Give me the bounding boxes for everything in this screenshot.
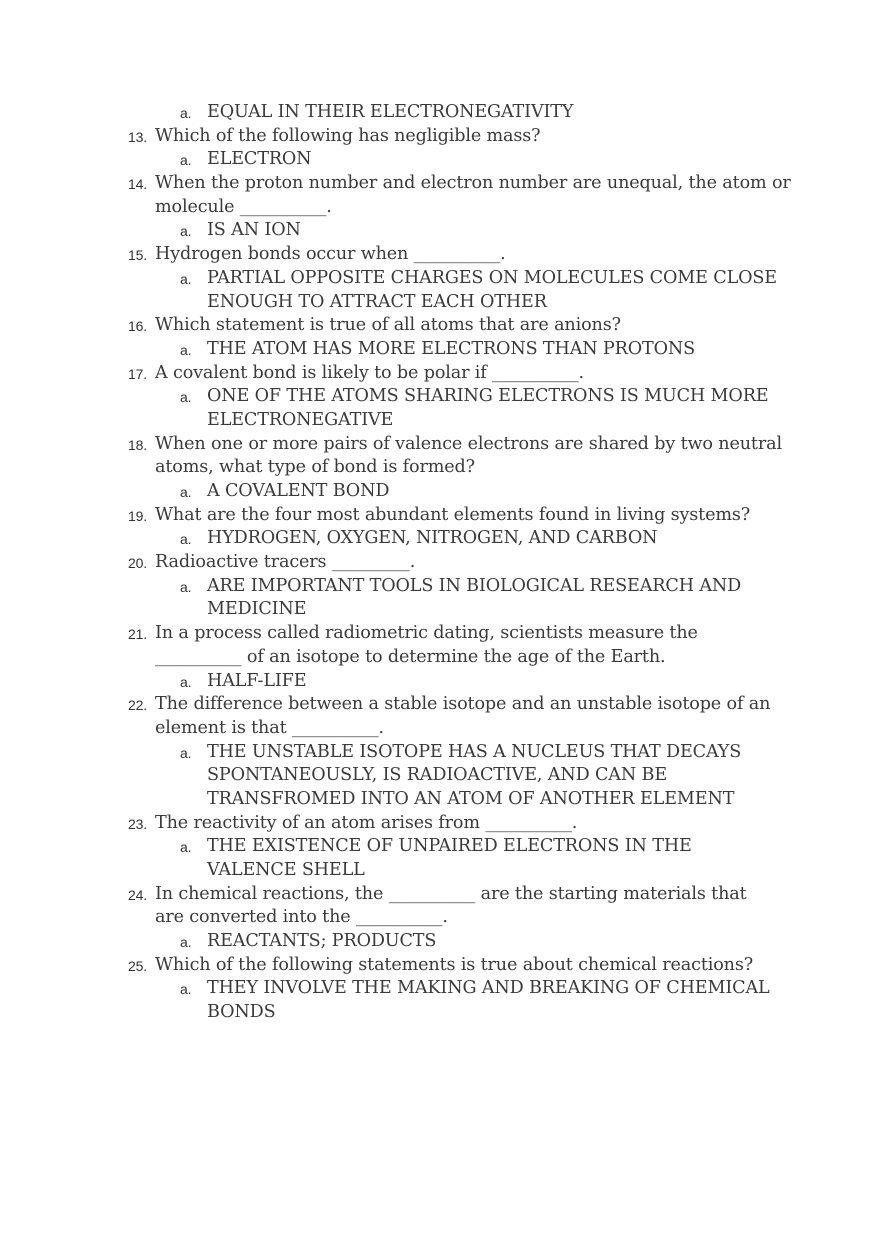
answer-text: EQUAL IN THEIR ELECTRONEGATIVITY xyxy=(207,102,574,122)
answer-line xyxy=(0,598,880,622)
answer-line xyxy=(0,480,880,504)
question-text: molecule __________. xyxy=(155,196,332,217)
answer-letter: a. xyxy=(180,105,192,121)
answer-text: THE UNSTABLE ISOTOPE HAS A NUCLEUS THAT DECAYS xyxy=(207,741,742,762)
answer-line xyxy=(0,291,880,315)
question-number: 25. xyxy=(128,957,148,974)
answer-letter: a. xyxy=(180,270,192,287)
question-line xyxy=(0,693,880,717)
answer-text: SPONTANEOUSLY, IS RADIOACTIVE, AND CAN BE xyxy=(207,765,668,786)
answer-text: ELECTRONEGATIVE xyxy=(207,409,394,430)
question-number: 22. xyxy=(128,697,148,714)
document-page xyxy=(0,101,880,1025)
question-text: element is that __________. xyxy=(155,717,384,738)
answer-line xyxy=(0,219,880,243)
question-line xyxy=(0,362,880,386)
question-text: Which statement is true of all atoms that are anions? xyxy=(155,315,621,336)
answer-text: ONE OF THE ATOMS SHARING ELECTRONS IS MUCH MORE xyxy=(207,386,769,407)
question-number: 17. xyxy=(128,365,148,382)
answer-text: MEDICINE xyxy=(207,599,307,620)
question-text: What are the four most abundant elements found in living systems? xyxy=(155,504,751,525)
question-text: The difference between a stable isotope and an unstable isotope of an xyxy=(155,694,771,715)
question-line xyxy=(0,906,880,930)
answer-line xyxy=(0,835,880,859)
question-line xyxy=(0,622,880,646)
answer-letter: a. xyxy=(180,531,192,548)
question-text: In chemical reactions, the __________ are the starting materials that xyxy=(155,883,747,904)
answer-text: HYDROGEN, OXYGEN, NITROGEN, AND CARBON xyxy=(207,528,658,549)
answer-text: ENOUGH TO ATTRACT EACH OTHER xyxy=(207,291,547,312)
question-number: 14. xyxy=(128,176,148,193)
answer-letter: a. xyxy=(180,673,192,690)
answer-letter: a. xyxy=(180,341,192,358)
answer-letter: a. xyxy=(180,578,192,595)
answer-line xyxy=(0,267,880,291)
answer-letter: a. xyxy=(180,934,192,951)
question-text: __________ of an isotope to determine the age of the Earth. xyxy=(155,646,666,667)
question-text: A covalent bond is likely to be polar if __________. xyxy=(155,362,584,383)
question-text: When one or more pairs of valence electrons are shared by two neutral xyxy=(155,433,782,454)
answer-letter: a. xyxy=(180,484,192,500)
answer-letter: a. xyxy=(180,839,192,856)
question-line xyxy=(0,456,880,480)
question-number: 15. xyxy=(128,247,148,264)
question-text: atoms, what type of bond is formed? xyxy=(155,457,475,478)
question-line xyxy=(0,172,880,196)
answer-text: VALENCE SHELL xyxy=(207,860,365,880)
question-number: 24. xyxy=(128,886,148,903)
question-text: Which of the following statements is true about chemical reactions? xyxy=(155,954,753,975)
answer-text: TRANSFROMED INTO AN ATOM OF ANOTHER ELEMENT xyxy=(207,788,735,809)
answer-line xyxy=(0,101,880,125)
answer-line xyxy=(0,930,880,954)
answer-text: ELECTRON xyxy=(207,149,312,170)
question-text: Hydrogen bonds occur when __________. xyxy=(155,244,506,265)
answer-text: THE EXISTENCE OF UNPAIRED ELECTRONS IN THE xyxy=(207,836,692,857)
answer-line xyxy=(0,527,880,551)
answer-line xyxy=(0,1001,880,1025)
answer-letter: a. xyxy=(180,981,192,998)
answer-letter: a. xyxy=(180,223,192,240)
answer-text: PARTIAL OPPOSITE CHARGES ON MOLECULES COME CLOSE xyxy=(207,267,777,288)
answer-line xyxy=(0,575,880,599)
question-line xyxy=(0,433,880,457)
question-line xyxy=(0,646,880,670)
answer-text: HALF-LIFE xyxy=(207,670,307,691)
answer-letter: a. xyxy=(180,389,192,406)
answer-text: BONDS xyxy=(207,1002,276,1023)
answer-line xyxy=(0,977,880,1001)
answer-line xyxy=(0,859,880,883)
answer-letter: a. xyxy=(180,744,192,761)
question-line xyxy=(0,504,880,528)
question-number: 13. xyxy=(128,128,148,145)
question-text: are converted into the __________. xyxy=(155,907,448,928)
question-line xyxy=(0,812,880,836)
question-text: In a process called radiometric dating, scientists measure the xyxy=(155,623,698,644)
answer-text: ARE IMPORTANT TOOLS IN BIOLOGICAL RESEARCH AND xyxy=(207,575,742,596)
answer-line xyxy=(0,148,880,172)
answer-text: IS AN ION xyxy=(207,220,301,241)
answer-text: THEY INVOLVE THE MAKING AND BREAKING OF CHEMICAL xyxy=(207,978,770,999)
question-line xyxy=(0,551,880,575)
question-number: 23. xyxy=(128,815,148,832)
answer-line xyxy=(0,741,880,765)
answer-line xyxy=(0,409,880,433)
question-line xyxy=(0,314,880,338)
question-line xyxy=(0,954,880,978)
question-line xyxy=(0,717,880,741)
question-line xyxy=(0,883,880,907)
answer-line xyxy=(0,788,880,812)
question-number: 21. xyxy=(128,626,148,643)
question-number: 16. xyxy=(128,318,148,335)
answer-text: THE ATOM HAS MORE ELECTRONS THAN PROTONS xyxy=(207,338,695,359)
question-line xyxy=(0,243,880,267)
answer-line xyxy=(0,670,880,694)
question-number: 20. xyxy=(128,555,148,572)
question-line xyxy=(0,196,880,220)
question-number: 18. xyxy=(128,436,148,453)
question-text: Radioactive tracers _________. xyxy=(155,552,416,573)
question-line xyxy=(0,125,880,149)
question-number: 19. xyxy=(128,507,148,524)
answer-text: REACTANTS; PRODUCTS xyxy=(207,931,437,952)
answer-letter: a. xyxy=(180,152,192,169)
answer-text: A COVALENT BOND xyxy=(207,481,390,501)
question-text: When the proton number and electron number are unequal, the atom or xyxy=(155,173,791,194)
answer-line xyxy=(0,764,880,788)
answer-line xyxy=(0,385,880,409)
question-text: Which of the following has negligible mass? xyxy=(155,125,541,146)
answer-line xyxy=(0,338,880,362)
question-text: The reactivity of an atom arises from __________. xyxy=(155,812,578,833)
